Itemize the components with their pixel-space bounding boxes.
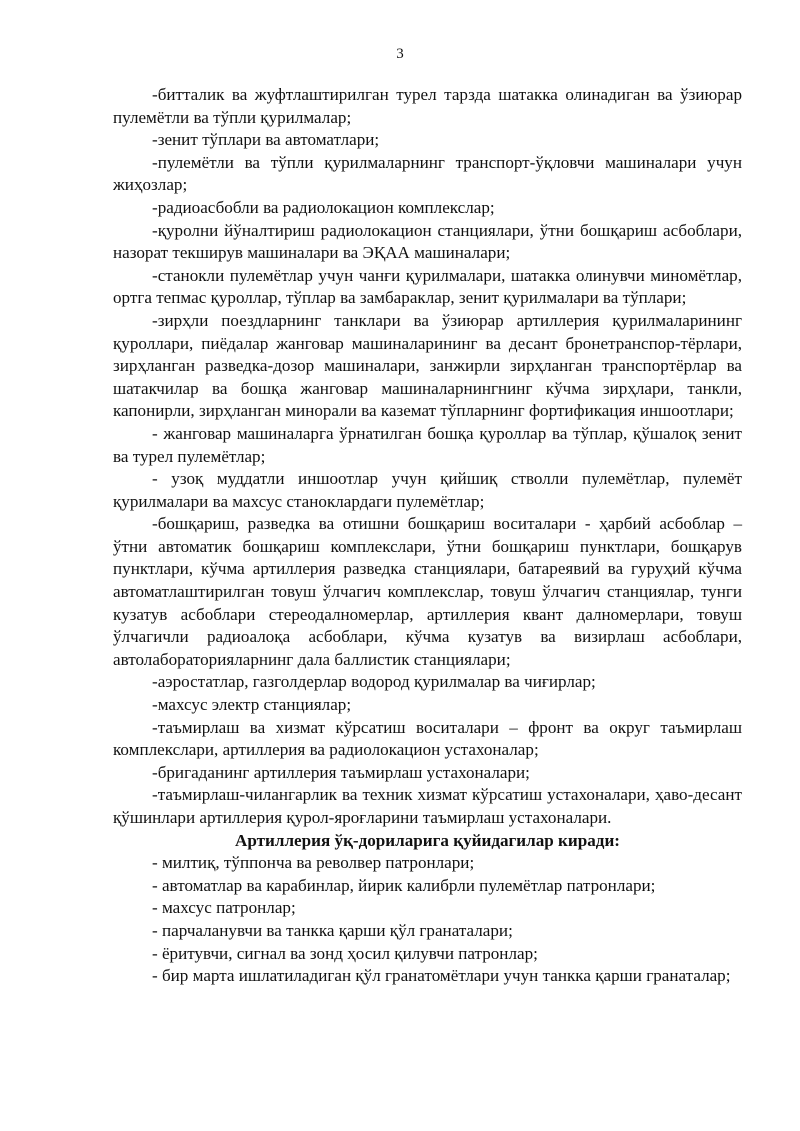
section-heading: Артиллерия ўқ-дориларига қуйидагилар киради: (235, 830, 620, 850)
list-item: - жанговар машиналарга ўрнатилган бошқа қуроллар ва тўплар, қўшалоқ зенит ва турел пулемётлар; (113, 423, 742, 466)
list-item: -зирҳли поездларнинг танклари ва ўзиюрар артиллерия қурилмаларининг қуроллари, пиёдалар жанговар машиналарининг ва десант бронетранспор-тёрлари, зирҳланган разведка-дозор машиналари, занжирли зирҳланган транспортёрлар ва шатакчилар ва бошқа жанговар машиналарнингнинг кўчма зирҳлари, танкли, капонирли, зирҳланган минорали ва каземат тўпларнинг фортификация иншоотлари; (113, 310, 742, 421)
list-item: -қуролни йўналтириш радиолокацион станциялари, ўтни бошқариш асбоблари, назорат текширув машиналари ва ЭҚАА машиналари; (113, 220, 742, 263)
list-item: - бир марта ишлатиладиган қўл гранатомётлари учун танкка қарши гранаталар; (152, 966, 731, 986)
list-item: -бригаданинг артиллерия таъмирлаш устахоналари; (152, 762, 530, 782)
list-section-1 (113, 84, 742, 830)
list-item: - милтиқ, тўппонча ва револвер патронлари; (152, 853, 475, 873)
page-body (113, 84, 742, 988)
list-item: -таъмирлаш ва хизмат кўрсатиш воситалари – фронт ва округ таъмирлаш комплекслари, артиллерия ва радиолокацион устахоналар; (113, 717, 742, 760)
list-item: -станокли пулемётлар учун чанғи қурилмалари, шатакка олинувчи миномётлар, ортга тепмас қуроллар, тўплар ва замбараклар, зенит қурилмалари ва тўплари; (113, 265, 742, 308)
list-item: -зенит тўплари ва автоматлари; (152, 130, 380, 150)
list-item: - узоқ муддатли иншоотлар учун қийшиқ стволли пулемётлар, пулемёт қурилмалари ва махсус станоклардаги пулемётлар; (113, 469, 742, 511)
list-item: - ёритувчи, сигнал ва зонд ҳосил қилувчи патронлар; (152, 943, 538, 963)
list-item: -радиоасбобли ва радиолокацион комплекслар; (152, 197, 495, 217)
list-item: -битталик ва жуфтлаштирилган турел тарзда шатакка олинадиган ва ўзиюрар пулемётли ва тўпли қурилмалар; (113, 85, 742, 127)
list-item: -аэростатлар, газголдерлар водород қурилмалар ва чиғирлар; (152, 672, 596, 692)
list-item: -махсус электр станциялар; (152, 695, 352, 715)
page-number: 3 (396, 46, 404, 62)
list-item: -пулемётли ва тўпли қурилмаларнинг транспорт-ўқловчи машиналари учун жиҳозлар; (113, 152, 742, 195)
list-item: -таъмирлаш-чилангарлик ва техник хизмат кўрсатиш устахоналари, ҳаво-десант қўшинлари артиллерия қурол-яроғларини таъмирлаш устахоналари. (113, 785, 742, 827)
list-item: - парчаланувчи ва танкка қарши қўл гранаталари; (152, 920, 513, 940)
list-item: -бошқариш, разведка ва отишни бошқариш воситалари - ҳарбий асбоблар – ўтни автоматик бошқариш комплекслари, ўтни бошқариш пунктлари, бошқарув пунктлари, кўчма артиллерия разведка станциялари, батареявий ва гуруҳий кўчма автоматлаштирилган товуш ўлчагич комплекслар, товуш ўлчагич станциялар, тунги кузатув асбоблари стереодалномерлар, артиллерия квант далномерлари, товуш ўлчагичли радиоалоқа асбоблари, кўчма кузатув ва визирлаш асбоблари, автолабораторияларнинг дала баллистик станциялари; (113, 514, 742, 669)
list-section-2 (113, 852, 742, 988)
list-item: - автоматлар ва карабинлар, йирик калибрли пулемётлар патронлари; (152, 875, 656, 895)
list-item: - махсус патронлар; (152, 898, 296, 918)
